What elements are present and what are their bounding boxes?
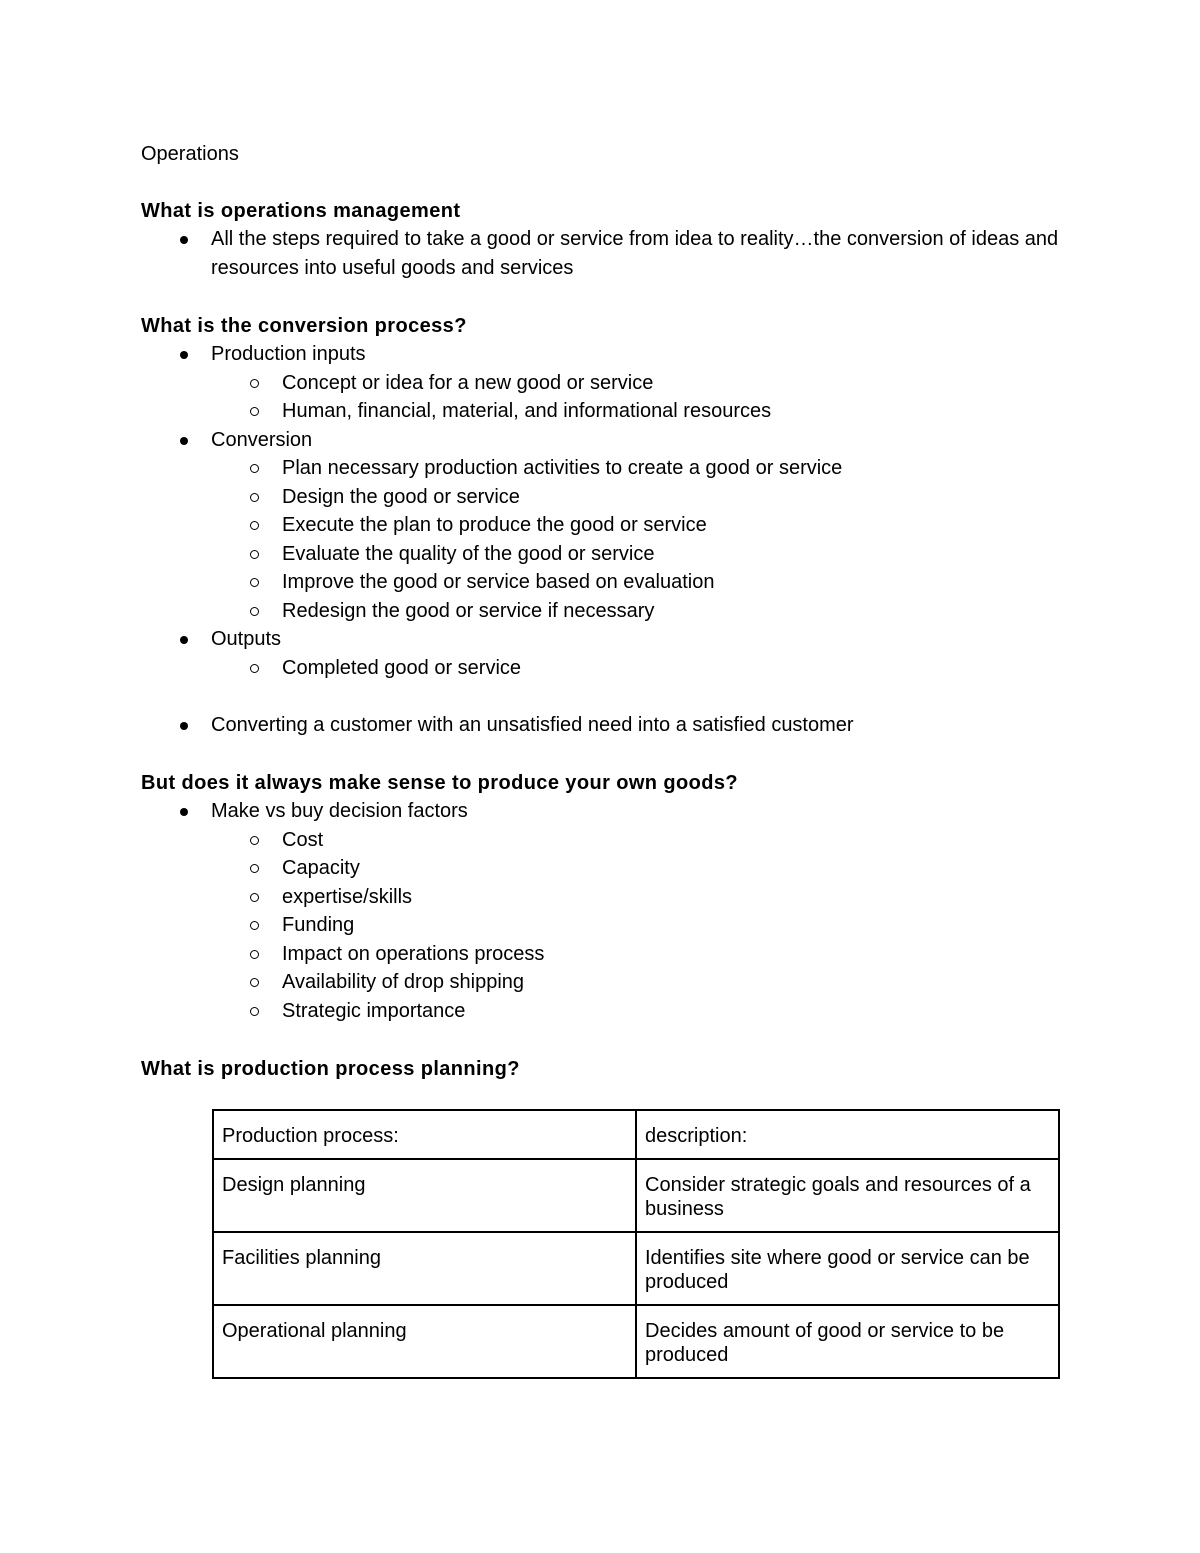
table-header-cell: description: bbox=[636, 1110, 1059, 1159]
table-row bbox=[213, 1305, 1059, 1378]
filled-bullet-icon bbox=[180, 236, 188, 244]
sub-list-item bbox=[141, 826, 1061, 855]
sub-list-item-text: Impact on operations process bbox=[282, 942, 545, 965]
hollow-bullet-icon bbox=[250, 407, 259, 416]
table-cell: Design planning bbox=[213, 1159, 636, 1232]
list-item bbox=[141, 426, 1061, 455]
list-item bbox=[141, 625, 1061, 654]
list-item bbox=[141, 711, 1061, 740]
section-operations-management bbox=[141, 197, 1061, 282]
hollow-bullet-icon bbox=[250, 864, 259, 873]
bullet-list bbox=[141, 340, 1061, 739]
filled-bullet-icon bbox=[180, 808, 188, 816]
list-item-text: Make vs buy decision factors bbox=[211, 800, 468, 822]
list-item-text: Production inputs bbox=[211, 343, 366, 365]
sub-list-item bbox=[141, 911, 1061, 940]
sub-list-item-text: Execute the plan to produce the good or service bbox=[282, 514, 707, 536]
hollow-bullet-icon bbox=[250, 464, 259, 473]
table-row bbox=[213, 1232, 1059, 1305]
sub-list-item-text: Improve the good or service based on evaluation bbox=[282, 571, 715, 593]
hollow-bullet-icon bbox=[250, 521, 259, 530]
filled-bullet-icon bbox=[180, 351, 188, 359]
sub-list-item bbox=[141, 854, 1061, 883]
sub-list-item-text: Funding bbox=[282, 914, 355, 936]
hollow-bullet-icon bbox=[250, 921, 259, 930]
table-cell: Facilities planning bbox=[213, 1232, 636, 1305]
filled-bullet-icon bbox=[180, 437, 188, 445]
production-process-table bbox=[212, 1109, 1060, 1379]
bullet-list bbox=[141, 797, 1061, 1025]
hollow-bullet-icon bbox=[250, 550, 259, 559]
hollow-bullet-icon bbox=[250, 607, 259, 616]
hollow-bullet-icon bbox=[250, 379, 259, 388]
sub-list-item-text: Design the good or service bbox=[282, 485, 520, 508]
table-cell: Operational planning bbox=[213, 1305, 636, 1378]
sub-list-item bbox=[141, 940, 1061, 969]
hollow-bullet-icon bbox=[250, 950, 259, 959]
filled-bullet-icon bbox=[180, 636, 188, 644]
list-item-text: Outputs bbox=[211, 628, 282, 650]
filled-bullet-icon bbox=[180, 722, 188, 730]
sub-list-item bbox=[141, 654, 1061, 683]
list-item-text: Conversion bbox=[211, 428, 313, 451]
table-cell: Consider strategic goals and resources of a business bbox=[636, 1159, 1059, 1232]
table-cell: Decides amount of good or service to be produced bbox=[636, 1305, 1059, 1378]
sub-list-item-text: Concept or idea for a new good or service bbox=[282, 371, 654, 394]
sub-list-item bbox=[141, 397, 1061, 426]
sub-list-item-text: Human, financial, material, and informational resources bbox=[282, 400, 772, 422]
sub-list-item bbox=[141, 597, 1061, 626]
sub-list-item-text: Evaluate the quality of the good or service bbox=[282, 542, 655, 565]
sub-list-item bbox=[141, 968, 1061, 997]
sub-list-item-text: Cost bbox=[282, 828, 324, 851]
table-cell: Identifies site where good or service can be produced bbox=[636, 1232, 1059, 1305]
hollow-bullet-icon bbox=[250, 664, 259, 673]
section-make-vs-buy bbox=[141, 769, 1061, 1025]
hollow-bullet-icon bbox=[250, 1007, 259, 1016]
table-header-cell: Production process: bbox=[213, 1110, 636, 1159]
list-item-text: All the steps required to take a good or service from idea to reality…the conversion of ideas and resources into useful goods and services bbox=[211, 228, 1059, 279]
section-heading: What is the conversion process? bbox=[141, 315, 467, 337]
section-heading: But does it always make sense to produce your own goods? bbox=[141, 772, 738, 794]
section-heading: What is operations management bbox=[141, 200, 461, 222]
sub-list-item-text: Completed good or service bbox=[282, 656, 522, 679]
bullet-list bbox=[141, 225, 1061, 282]
hollow-bullet-icon bbox=[250, 836, 259, 845]
sub-list-item bbox=[141, 369, 1061, 398]
sub-list-item-text: Availability of drop shipping bbox=[282, 971, 525, 993]
sub-list-item-text: Strategic importance bbox=[282, 999, 466, 1022]
sub-list-item bbox=[141, 454, 1061, 483]
table-row bbox=[213, 1159, 1059, 1232]
table-header-row bbox=[213, 1110, 1059, 1159]
section-heading: What is production process planning? bbox=[141, 1058, 520, 1080]
document-title: Operations bbox=[141, 143, 239, 165]
hollow-bullet-icon bbox=[250, 578, 259, 587]
list-item bbox=[141, 225, 1061, 282]
list-item bbox=[141, 340, 1061, 369]
hollow-bullet-icon bbox=[250, 493, 259, 502]
blank-line bbox=[141, 682, 1061, 711]
section-conversion-process bbox=[141, 312, 1061, 739]
sub-list-item-text: Capacity bbox=[282, 857, 360, 879]
sub-list-item bbox=[141, 568, 1061, 597]
section-production-planning bbox=[141, 1055, 1061, 1083]
sub-list-item bbox=[141, 540, 1061, 569]
list-item-text: Converting a customer with an unsatisfied need into a satisfied customer bbox=[211, 713, 854, 736]
sub-list-item-text: Redesign the good or service if necessary bbox=[282, 599, 655, 622]
hollow-bullet-icon bbox=[250, 978, 259, 987]
sub-list-item bbox=[141, 883, 1061, 912]
sub-list-item bbox=[141, 483, 1061, 512]
sub-list-item-text: Plan necessary production activities to create a good or service bbox=[282, 457, 843, 479]
document-page bbox=[141, 140, 1061, 1366]
sub-list-item bbox=[141, 511, 1061, 540]
sub-list-item-text: expertise/skills bbox=[282, 885, 413, 908]
hollow-bullet-icon bbox=[250, 893, 259, 902]
sub-list-item bbox=[141, 997, 1061, 1026]
list-item bbox=[141, 797, 1061, 826]
